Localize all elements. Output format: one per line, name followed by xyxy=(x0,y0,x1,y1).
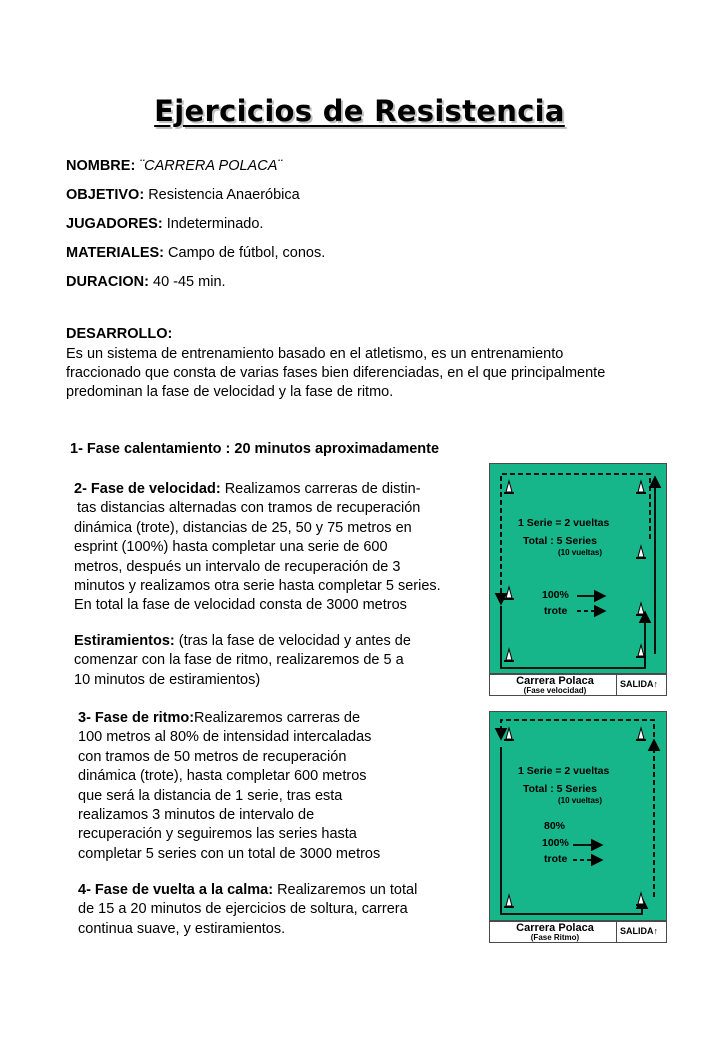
diagram-caption xyxy=(489,674,667,696)
diagram-field xyxy=(489,711,667,921)
legend-trote-text: trote xyxy=(544,853,568,865)
cone-icon xyxy=(636,603,646,616)
caption-subtitle: (Fase velocidad) xyxy=(523,686,587,695)
desarrollo-line: fraccionado que consta de varias fases bien diferenciadas, en el que principalmente xyxy=(66,365,606,381)
materiales-value: Campo de fútbol, conos. xyxy=(168,245,326,261)
field-nombre xyxy=(66,157,282,175)
fase3-line: que será la distancia de 1 serie, tras esta xyxy=(78,787,343,804)
estiramientos-first-line: (tras la fase de velocidad y antes de xyxy=(174,633,411,649)
estiramientos-line: comenzar con la fase de ritmo, realizaremos de 5 a xyxy=(74,652,404,669)
cone-icon xyxy=(504,895,514,908)
objetivo-value: Resistencia Anaeróbica xyxy=(148,187,300,203)
fase4-title: 4- Fase de vuelta a la calma: xyxy=(78,882,274,898)
fase2-title: 2- Fase de velocidad: xyxy=(74,481,221,497)
track-drawing xyxy=(490,464,668,675)
cone-icon xyxy=(504,649,514,662)
field-objetivo xyxy=(66,186,300,204)
desarrollo-paragraph xyxy=(66,345,666,402)
total-text: Total : 5 Series xyxy=(523,783,597,795)
arrow-up-icon: ↑ xyxy=(653,679,658,689)
fase3-first-line: Realizaremos carreras de xyxy=(194,710,361,726)
salida-label xyxy=(620,926,658,936)
vueltas-text: (10 vueltas) xyxy=(558,548,603,557)
fase2-block xyxy=(74,480,441,616)
fase1-title: 1- Fase calentamiento : 20 minutos aproximadamente xyxy=(70,441,440,457)
fase2-line: tas distancias alternadas con tramos de recuperación xyxy=(77,500,421,517)
track-solid-left xyxy=(501,606,645,668)
estiramientos-block xyxy=(74,632,411,690)
field-materiales xyxy=(66,244,325,262)
legend-trote-text: trote xyxy=(544,605,568,617)
fase2-line: esprint (100%) hasta completar una serie de 600 xyxy=(74,539,388,556)
fase3-line: 100 metros al 80% de intensidad intercaladas xyxy=(78,729,372,746)
caption-divider xyxy=(616,675,617,695)
track-drawing xyxy=(490,712,668,922)
nombre-label: NOMBRE: xyxy=(66,158,136,174)
diagram-velocidad xyxy=(489,463,667,696)
fase3-block xyxy=(78,709,380,864)
total-text: Total : 5 Series xyxy=(523,535,597,547)
vueltas-text: (10 vueltas) xyxy=(558,796,603,805)
fase3-line: dinámica (trote), hasta completar 600 metros xyxy=(78,768,367,785)
cone-icon xyxy=(504,728,514,741)
serie-text: 1 Serie = 2 vueltas xyxy=(518,517,610,529)
diagram-caption xyxy=(489,921,667,943)
fase3-line: realizamos 3 minutos de intervalo de xyxy=(78,807,315,824)
cone-icon xyxy=(504,481,514,494)
fase3-line: con tramos de 50 metros de recuperación xyxy=(78,748,347,765)
objetivo-label: OBJETIVO: xyxy=(66,187,145,203)
fase2-line: En total la fase de velocidad consta de 3000 metros xyxy=(74,597,407,614)
cone-icon xyxy=(636,481,646,494)
field-jugadores xyxy=(66,215,263,233)
arrow-up-icon: ↑ xyxy=(653,926,658,936)
caption-title: Carrera Polaca xyxy=(516,675,594,687)
fase4-first-line: Realizaremos un total xyxy=(273,882,418,898)
salida-label xyxy=(620,679,658,689)
nombre-value: ¨CARRERA POLACA¨ xyxy=(139,158,283,174)
salida-text: SALIDA xyxy=(620,926,654,936)
fase2-line: dinámica (trote), distancias de 25, 50 y 75 metros en xyxy=(74,519,412,536)
serie-text: 1 Serie = 2 vueltas xyxy=(518,765,610,777)
caption-title: Carrera Polaca xyxy=(516,922,594,934)
fase3-line: recuperación y seguiremos las series hasta xyxy=(78,826,357,843)
fase4-line: de 15 a 20 minutos de ejercicios de soltura, carrera xyxy=(78,901,408,918)
field-duracion xyxy=(66,273,226,291)
fase1-block xyxy=(70,440,439,459)
legend-100-text: 100% xyxy=(542,837,569,849)
fase2-line: metros, después un intervalo de recuperación de 3 xyxy=(74,558,401,575)
cone-icon xyxy=(636,728,646,741)
diagram-ritmo xyxy=(489,711,667,944)
fase3-title: 3- Fase de ritmo: xyxy=(78,710,195,726)
fase2-first-line: Realizamos carreras de distin- xyxy=(220,481,421,497)
fase3-line: completar 5 series con un total de 3000 metros xyxy=(78,845,381,862)
desarrollo-heading: DESARROLLO: xyxy=(66,326,173,342)
fase2-line: minutos y realizamos otra serie hasta completar 5 series. xyxy=(74,578,441,595)
caption-divider xyxy=(616,922,617,942)
estiramientos-line: 10 minutos de estiramientos) xyxy=(74,671,261,688)
cone-icon xyxy=(504,587,514,600)
legend-80-text: 80% xyxy=(544,820,566,832)
caption-subtitle: (Fase Ritmo) xyxy=(530,933,580,942)
duracion-value: 40 -45 min. xyxy=(153,274,226,290)
desarrollo-line: predominan la fase de velocidad y la fase de ritmo. xyxy=(66,384,394,400)
jugadores-value: Indeterminado. xyxy=(166,216,264,232)
cone-icon xyxy=(636,546,646,559)
materiales-label: MATERIALES: xyxy=(66,245,165,261)
jugadores-label: JUGADORES: xyxy=(66,216,163,232)
salida-text: SALIDA xyxy=(620,679,654,689)
fase4-line: continua suave, y estiramientos. xyxy=(78,920,286,937)
duracion-label: DURACION: xyxy=(66,274,149,290)
desarrollo-line: Es un sistema de entrenamiento basado en el atletismo, es un entrenamiento xyxy=(66,346,564,362)
legend-100-text: 100% xyxy=(542,589,569,601)
page-title: Ejercicios de Resistencia xyxy=(154,94,565,128)
fase4-block xyxy=(78,881,417,939)
estiramientos-title: Estiramientos: xyxy=(74,633,175,649)
diagram-field xyxy=(489,463,667,674)
cone-icon xyxy=(636,893,646,906)
